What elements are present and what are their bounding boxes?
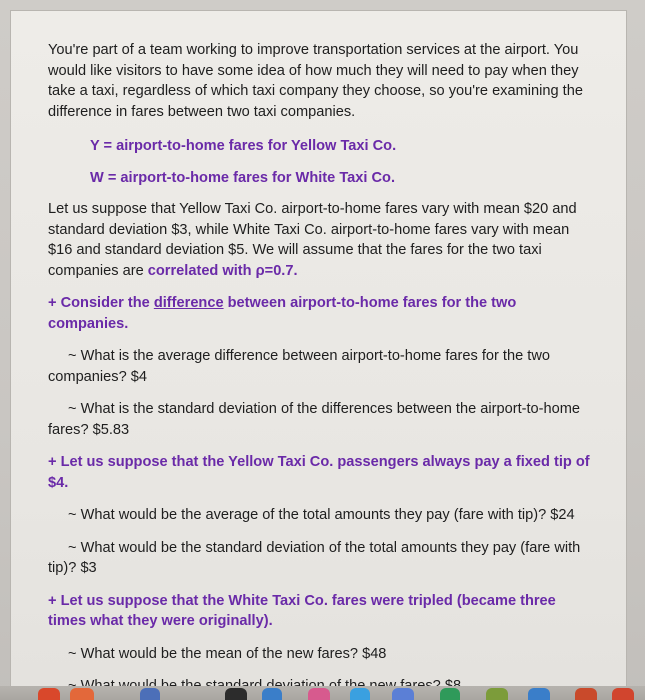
- section1-header: [48, 293, 593, 334]
- section1-suffix: between airport-to-home fares for the two companies.: [48, 295, 517, 332]
- dock-icon[interactable]: [308, 688, 330, 700]
- app-dock: [0, 686, 645, 700]
- difference-link[interactable]: difference: [153, 295, 224, 311]
- intro-paragraph: You're part of a team working to improve transportation services at the airport. You would like visitors to have some idea of how much they will need to pay when they take a taxi, regardless of which taxi company they choose, so you're examining the difference in fares between two taxi companies.: [48, 42, 583, 120]
- dock-icon[interactable]: [575, 688, 597, 700]
- dock-icon[interactable]: [392, 688, 414, 700]
- section3-header: + Let us suppose that the White Taxi Co. fares were tripled (became three times what they were originally).: [48, 592, 556, 629]
- assumption-text: Let us suppose that Yellow Taxi Co. airport-to-home fares vary with mean $20 and standard deviation $3, while White Taxi Co. airport-to-home fares vary with mean $16 and standard deviation $5. We will assume that the fares for the two taxi companies are: [48, 201, 577, 279]
- section1-prefix: + Consider the: [48, 295, 154, 311]
- section1-question1: ~ What is the average difference between airport-to-home fares for the two companies? $4: [48, 348, 550, 385]
- dock-icon[interactable]: [38, 688, 60, 700]
- dock-icon[interactable]: [350, 688, 370, 700]
- document-page: [10, 10, 627, 690]
- dock-icon[interactable]: [140, 688, 160, 700]
- document-content: [48, 40, 593, 697]
- dock-icon[interactable]: [440, 688, 460, 700]
- dock-icon[interactable]: [486, 688, 508, 700]
- dock-icon[interactable]: [612, 688, 634, 700]
- correlation-text: correlated with ρ=0.7.: [147, 262, 298, 279]
- section2-question2: ~ What would be the standard deviation of the total amounts they pay (fare with tip)? $3: [48, 539, 581, 576]
- dock-icon[interactable]: [262, 688, 282, 700]
- dock-icon[interactable]: [225, 688, 247, 700]
- section2-header: + Let us suppose that the Yellow Taxi Co. passengers always pay a fixed tip of $4.: [48, 454, 590, 491]
- section3-question1: ~ What would be the mean of the new fares? $48: [68, 645, 387, 662]
- section2-question1: ~ What would be the average of the total amounts they pay (fare with tip)? $24: [68, 507, 575, 523]
- dock-icon[interactable]: [70, 688, 94, 700]
- definition-y: Y = airport-to-home fares for Yellow Taxi Co.: [90, 138, 397, 154]
- definition-w: W = airport-to-home fares for White Taxi Co.: [90, 170, 396, 186]
- assumption-paragraph: [48, 199, 593, 281]
- dock-icon[interactable]: [528, 688, 550, 700]
- section1-question2: ~ What is the standard deviation of the differences between the airport-to-home fares? $5.83: [48, 401, 581, 438]
